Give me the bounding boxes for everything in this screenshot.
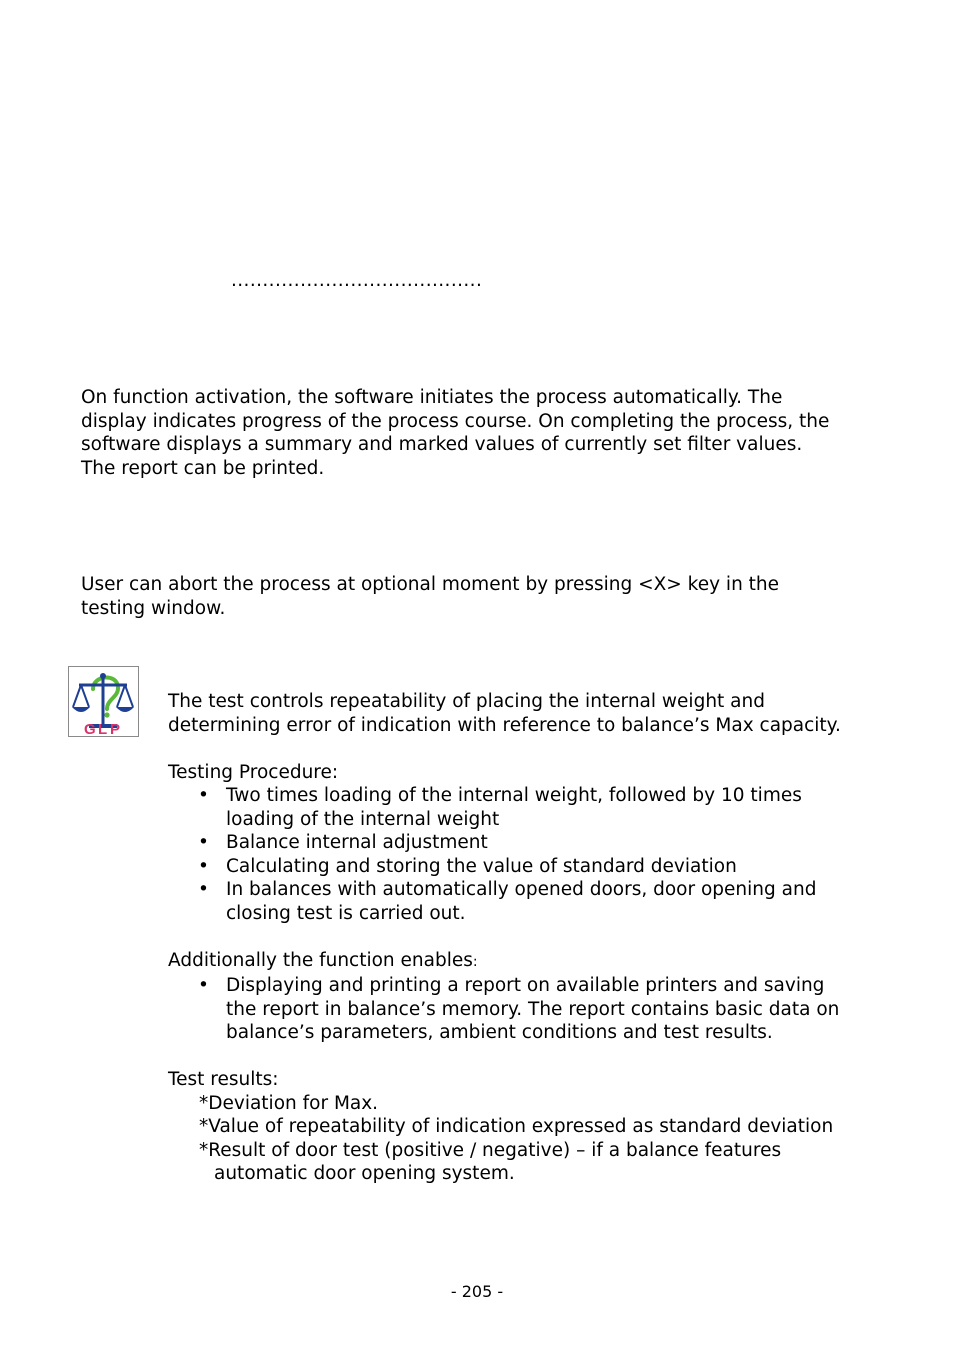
result-item-continuation: automatic door opening system. bbox=[214, 1163, 515, 1184]
text-line: User can abort the process at optional moment by pressing <X> key in the bbox=[81, 574, 780, 595]
test-description bbox=[168, 690, 888, 1186]
glp-scales-icon bbox=[68, 666, 139, 737]
results-heading: Test results: bbox=[168, 1069, 279, 1090]
additional-heading-colon: : bbox=[472, 953, 478, 970]
intro-paragraph bbox=[81, 386, 881, 480]
procedure-list bbox=[168, 784, 888, 925]
text-line: determining error of indication with reference to balance’s Max capacity. bbox=[168, 714, 841, 736]
additional-heading bbox=[168, 949, 888, 975]
list-item bbox=[168, 974, 888, 1045]
result-item: *Value of repeatability of indication expressed as standard deviation bbox=[199, 1116, 834, 1137]
text-line: • Displaying and printing a report on available printers and saving bbox=[226, 975, 825, 996]
abort-paragraph bbox=[81, 573, 881, 620]
text-line: balance’s parameters, ambient conditions and test results. bbox=[226, 1022, 773, 1043]
text-line: closing test is carried out. bbox=[226, 902, 466, 924]
list-item bbox=[168, 831, 888, 855]
additional-heading-text: Additionally the function enables bbox=[168, 949, 473, 971]
text-line: software displays a summary and marked values of currently set filter values. bbox=[81, 434, 803, 455]
text-line: • Balance internal adjustment bbox=[226, 832, 488, 853]
text-line: On function activation, the software initiates the process automatically. The bbox=[81, 387, 783, 408]
results-list bbox=[168, 1092, 888, 1186]
text-line: The test controls repeatability of placing the internal weight and bbox=[168, 691, 765, 712]
dotted-leader: ........................................ bbox=[231, 270, 483, 291]
text-line: display indicates progress of the process course. On completing the process, the bbox=[81, 410, 830, 432]
additional-list bbox=[168, 974, 888, 1045]
list-item bbox=[168, 784, 888, 831]
list-item bbox=[168, 855, 888, 879]
text-line: the report in balance’s memory. The report contains basic data on bbox=[226, 998, 840, 1020]
procedure-heading: Testing Procedure: bbox=[168, 761, 339, 783]
glp-letter-p: P bbox=[110, 721, 121, 736]
text-line: testing window. bbox=[81, 597, 226, 619]
result-item: *Result of door test (positive / negative) – if a balance features bbox=[199, 1139, 782, 1161]
text-line: • Two times loading of the internal weight, followed by 10 times bbox=[226, 785, 802, 806]
text-line: • Calculating and storing the value of standard deviation bbox=[226, 855, 737, 877]
glp-letter-g: G bbox=[84, 721, 96, 736]
list-item bbox=[168, 878, 888, 925]
text-line: loading of the internal weight bbox=[226, 808, 500, 830]
result-item: *Deviation for Max. bbox=[199, 1092, 379, 1114]
page-number: - 205 - bbox=[450, 1282, 504, 1301]
text-line: The report can be printed. bbox=[81, 457, 325, 479]
glp-letter-l: L bbox=[98, 721, 108, 736]
text-line: • In balances with automatically opened doors, door opening and bbox=[226, 879, 817, 900]
